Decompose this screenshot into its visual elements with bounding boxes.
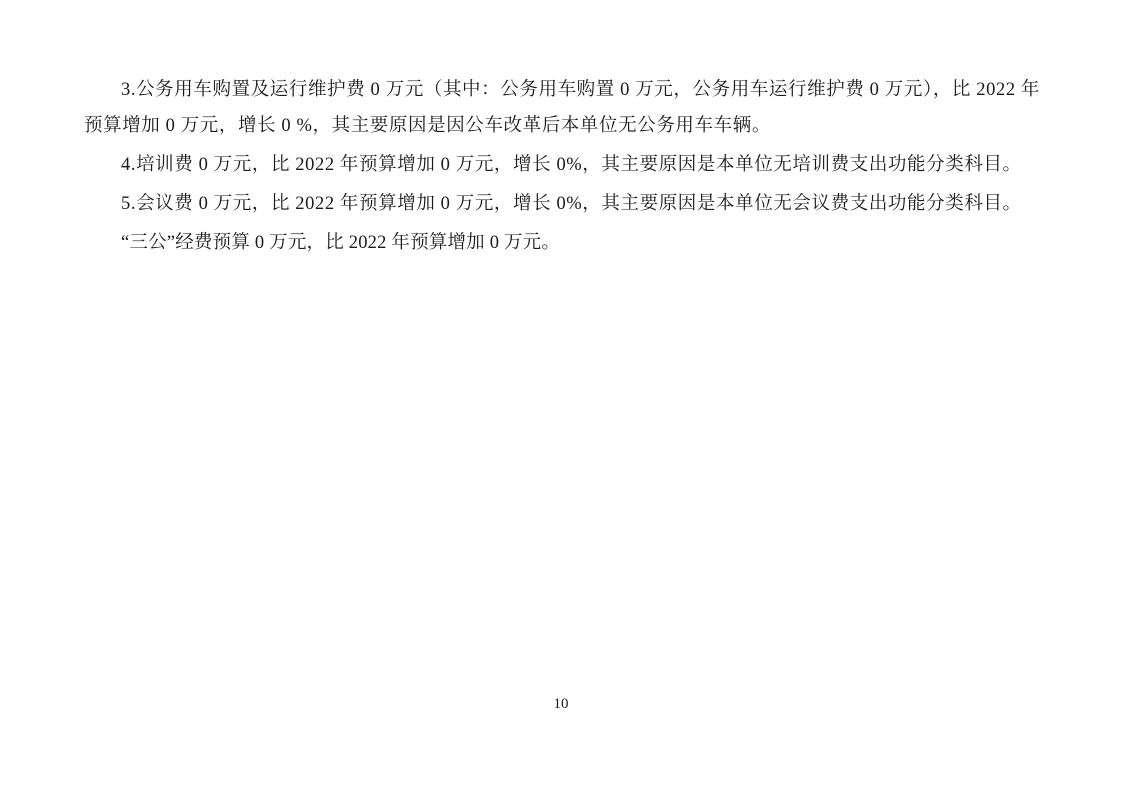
page-number: 10 xyxy=(553,696,569,712)
document-body xyxy=(84,72,1040,264)
paragraph-item-5: 5.会议费 0 万元，比 2022 年预算增加 0 万元，增长 0%，其主要原因是本单位无会议费支出功能分类科目。 xyxy=(121,194,1022,214)
paragraph-summary: “三公”经费预算 0 万元，比 2022 年预算增加 0 万元。 xyxy=(121,233,561,253)
paragraph-item-3: 3.公务用车购置及运行维护费 0 万元（其中：公务用车购置 0 万元，公务用车运行维护费 0 万元），比 2022 年预算增加 0 万元，增长 0 %，其主要原因是因公车改革后本单位无公务用车车辆。 xyxy=(84,80,1040,136)
paragraph-item-4: 4.培训费 0 万元，比 2022 年预算增加 0 万元，增长 0%，其主要原因是本单位无培训费支出功能分类科目。 xyxy=(121,155,1022,175)
